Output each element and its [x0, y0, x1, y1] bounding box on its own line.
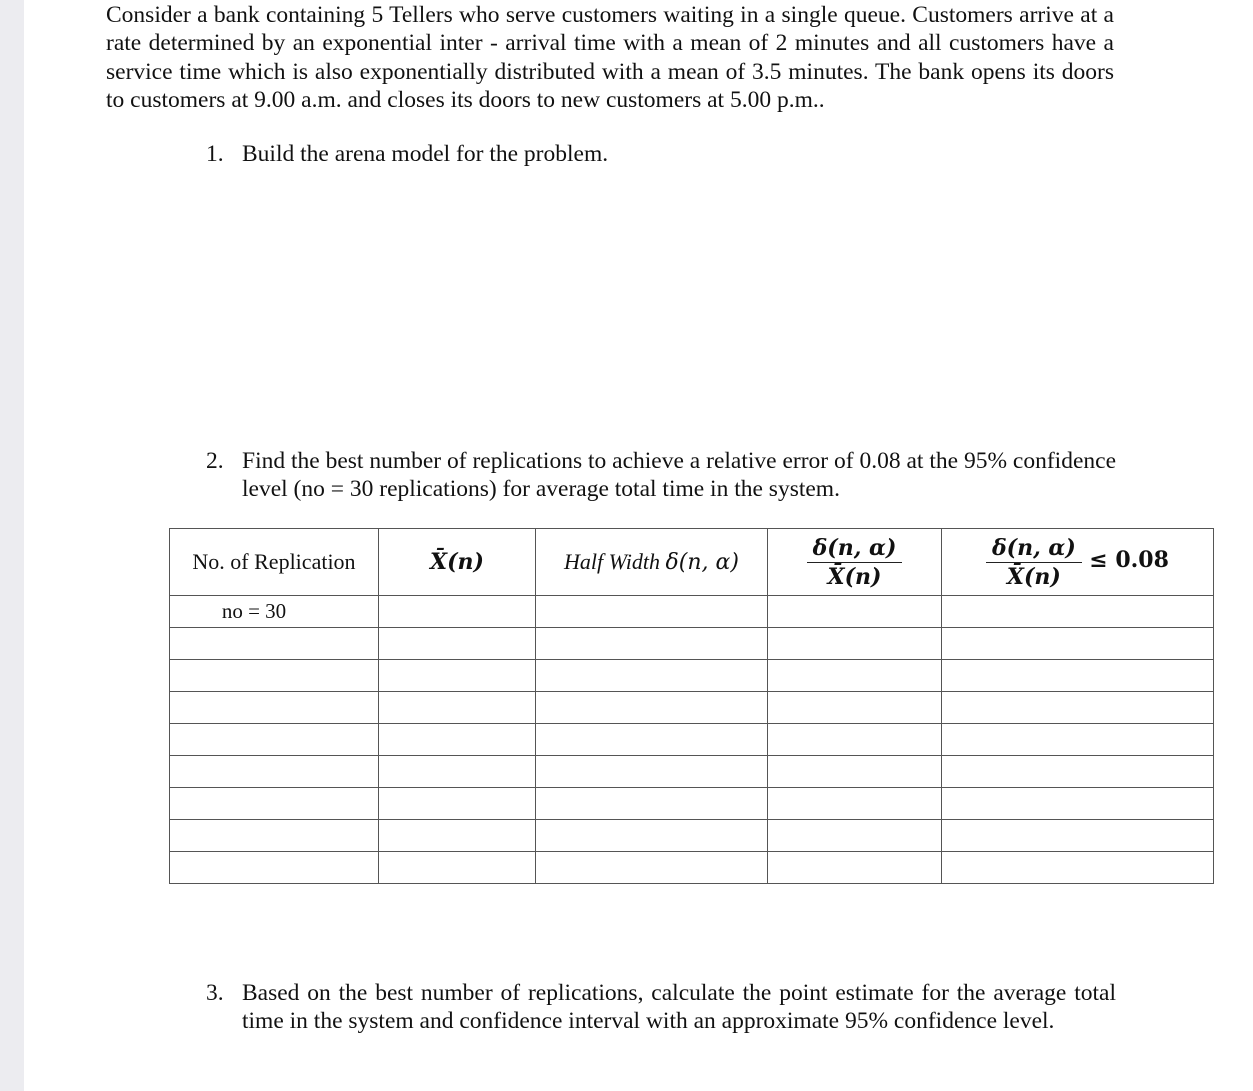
table-cell	[942, 852, 1214, 884]
table-cell	[942, 628, 1214, 660]
table-cell	[536, 628, 768, 660]
question-1	[206, 140, 1116, 168]
table-row	[170, 756, 1214, 788]
table-cell	[942, 820, 1214, 852]
header-half-width	[536, 529, 768, 596]
xbar-symbol: X̄(n)	[430, 549, 484, 575]
question-text: Find the best number of replications to achieve a relative error of 0.08 at the 95% confidence level (no = 30 replications) for average total time in the system.	[242, 448, 1116, 503]
table-cell	[768, 756, 942, 788]
table-cell	[768, 660, 942, 692]
table-cell	[942, 756, 1214, 788]
table-cell	[379, 852, 536, 884]
table-cell	[170, 852, 379, 884]
table-cell	[536, 692, 768, 724]
table-cell	[170, 820, 379, 852]
half-width-symbol: δ(n, α)	[665, 550, 739, 575]
question-3	[206, 979, 1116, 1036]
table-cell: no = 30	[170, 596, 379, 628]
table-row	[170, 692, 1214, 724]
table-cell	[942, 724, 1214, 756]
table-row	[170, 596, 1214, 628]
table-cell	[379, 692, 536, 724]
table-cell	[379, 596, 536, 628]
header-replication: No. of Replication	[170, 529, 379, 596]
table-cell	[942, 692, 1214, 724]
problem-statement: Consider a bank containing 5 Tellers who serve customers waiting in a single queue. Customers arrive at a rate determined by an exponential inter - arrival time with a mean of 2 minutes and all customers have a service time which is also exponentially distributed with a mean of 3.5 minutes. The bank opens its doors to customers at 9.00 a.m. and closes its doors to new customers at 5.00 p.m..	[106, 2, 1114, 113]
table-cell	[942, 660, 1214, 692]
replication-table	[169, 528, 1214, 884]
table-header-row	[170, 529, 1214, 596]
table-cell	[536, 820, 768, 852]
table-cell	[536, 756, 768, 788]
condition-threshold: ≤ 0.08	[1089, 547, 1169, 574]
table-cell	[170, 628, 379, 660]
table-row	[170, 660, 1214, 692]
table-cell	[379, 628, 536, 660]
table-cell	[536, 788, 768, 820]
table-row	[170, 724, 1214, 756]
table-cell	[536, 724, 768, 756]
condition-denominator: X̄(n)	[1006, 563, 1061, 590]
question-number: 3.	[206, 980, 224, 1006]
table-cell	[768, 692, 942, 724]
table-row	[170, 852, 1214, 884]
table-row	[170, 628, 1214, 660]
table-cell	[536, 596, 768, 628]
page-left-edge	[0, 0, 24, 1091]
table-cell	[768, 628, 942, 660]
table-cell	[379, 660, 536, 692]
table-row	[170, 788, 1214, 820]
table-cell	[170, 724, 379, 756]
table-cell	[170, 788, 379, 820]
table-cell	[170, 692, 379, 724]
table-cell	[768, 820, 942, 852]
table-cell	[768, 788, 942, 820]
question-text: Based on the best number of replications, calculate the point estimate for the average total time in the system and confidence interval with an approximate 95% confidence level.	[242, 980, 1116, 1035]
table-row	[170, 820, 1214, 852]
table-cell	[768, 596, 942, 628]
question-number: 2.	[206, 448, 224, 474]
condition-fraction	[986, 535, 1082, 590]
question-2	[206, 447, 1116, 504]
question-number: 1.	[206, 141, 224, 167]
ratio-numerator: δ(n, α)	[807, 535, 903, 563]
ratio-fraction	[807, 535, 903, 590]
question-text: Build the arena model for the problem.	[242, 141, 609, 167]
header-ratio	[768, 529, 942, 596]
condition-numerator: δ(n, α)	[986, 535, 1082, 563]
table-cell	[379, 756, 536, 788]
half-width-label: Half Width	[564, 549, 660, 574]
table-cell	[768, 852, 942, 884]
table-cell	[379, 788, 536, 820]
ratio-denominator: X̄(n)	[827, 563, 882, 590]
table-cell	[536, 660, 768, 692]
table-cell	[170, 660, 379, 692]
header-xbar	[379, 529, 536, 596]
table-cell	[379, 820, 536, 852]
table-cell	[942, 788, 1214, 820]
table-cell	[942, 596, 1214, 628]
header-condition	[942, 529, 1214, 596]
table-cell	[536, 852, 768, 884]
table-cell	[170, 756, 379, 788]
table-cell	[379, 724, 536, 756]
table-cell	[768, 724, 942, 756]
